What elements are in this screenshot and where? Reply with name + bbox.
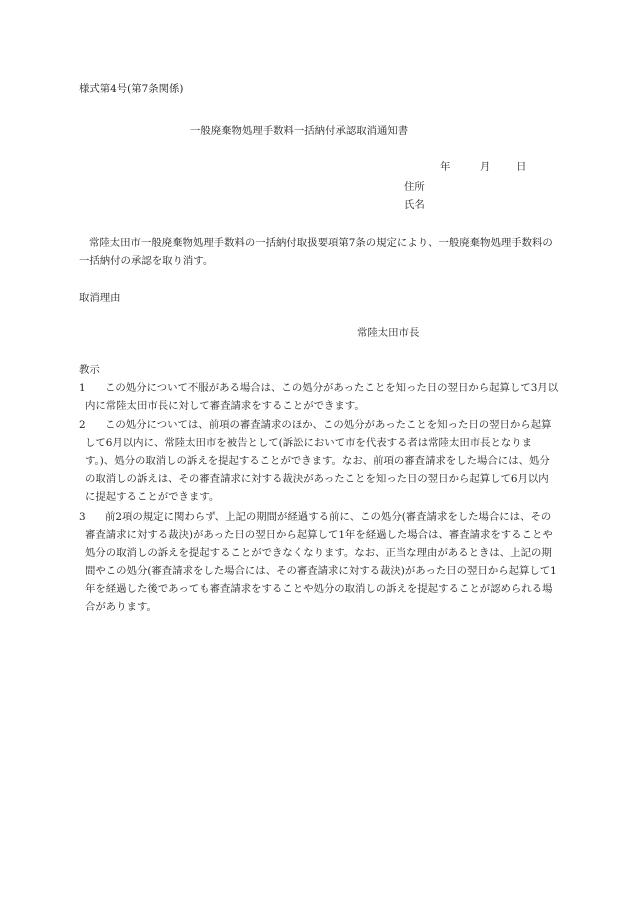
instruction-item	[79, 379, 559, 415]
instruction-number: 3	[79, 511, 86, 523]
instruction-number: 2	[79, 419, 86, 431]
date-year: 年	[440, 161, 451, 173]
instruction-item	[79, 508, 559, 616]
instruction-heading: 教示	[79, 364, 100, 376]
date-line	[440, 158, 526, 176]
instruction-text: この処分については、前項の審査請求のほか、この処分があったことを知った日の翌日から起算して6月以内に、常陸太田市を被告として(訴訟において市を代表する者は常陸太田市長となります。)、処分の取消しの訴えを提起することができます。なお、前項の審査請求をした場合には、処分の取消しの訴えは、その審査請求に対する裁決があったことを知った日の翌日から起算して6月以内に提起することができます。	[85, 419, 552, 503]
date-day: 日	[516, 161, 527, 173]
date-month: 月	[480, 161, 491, 173]
document-title: 一般廃棄物処理手数料一括納付承認取消通知書	[190, 125, 409, 137]
instruction-item	[79, 416, 559, 506]
instruction-number: 1	[79, 382, 86, 394]
form-number: 様式第4号(第7条関係)	[79, 83, 184, 95]
issuer-name: 常陸太田市長	[357, 327, 420, 339]
reason-label: 取消理由	[79, 292, 121, 304]
address-label: 住所	[404, 181, 425, 193]
body-text: 常陸太田市一般廃棄物処理手数料の一括納付取扱要項第7条の規定により、一般廃棄物処理手数料の一括納付の承認を取り消す。	[79, 237, 553, 267]
name-label: 氏名	[404, 199, 425, 211]
instruction-text: この処分について不服がある場合は、この処分があったことを知った日の翌日から起算して3月以内に常陸太田市長に対して審査請求をすることができます。	[85, 382, 559, 412]
instruction-text: 前2項の規定に関わらず、上記の期間が経過する前に、この処分(審査請求をした場合には、その審査請求に対する裁決)があった日の翌日から起算して1年を経過した場合は、審査請求をすることや処分の取消しの訴えを提起することができなくなります。なお、正当な理由があるときは、上記の期間やこの処分(審査請求をした場合には、その審査請求に対する裁決)があった日の翌日から起算して1年を経過した後であっても審査請求をすることや処分の取消しの訴えを提起することが認められる場合があります。	[85, 511, 557, 613]
